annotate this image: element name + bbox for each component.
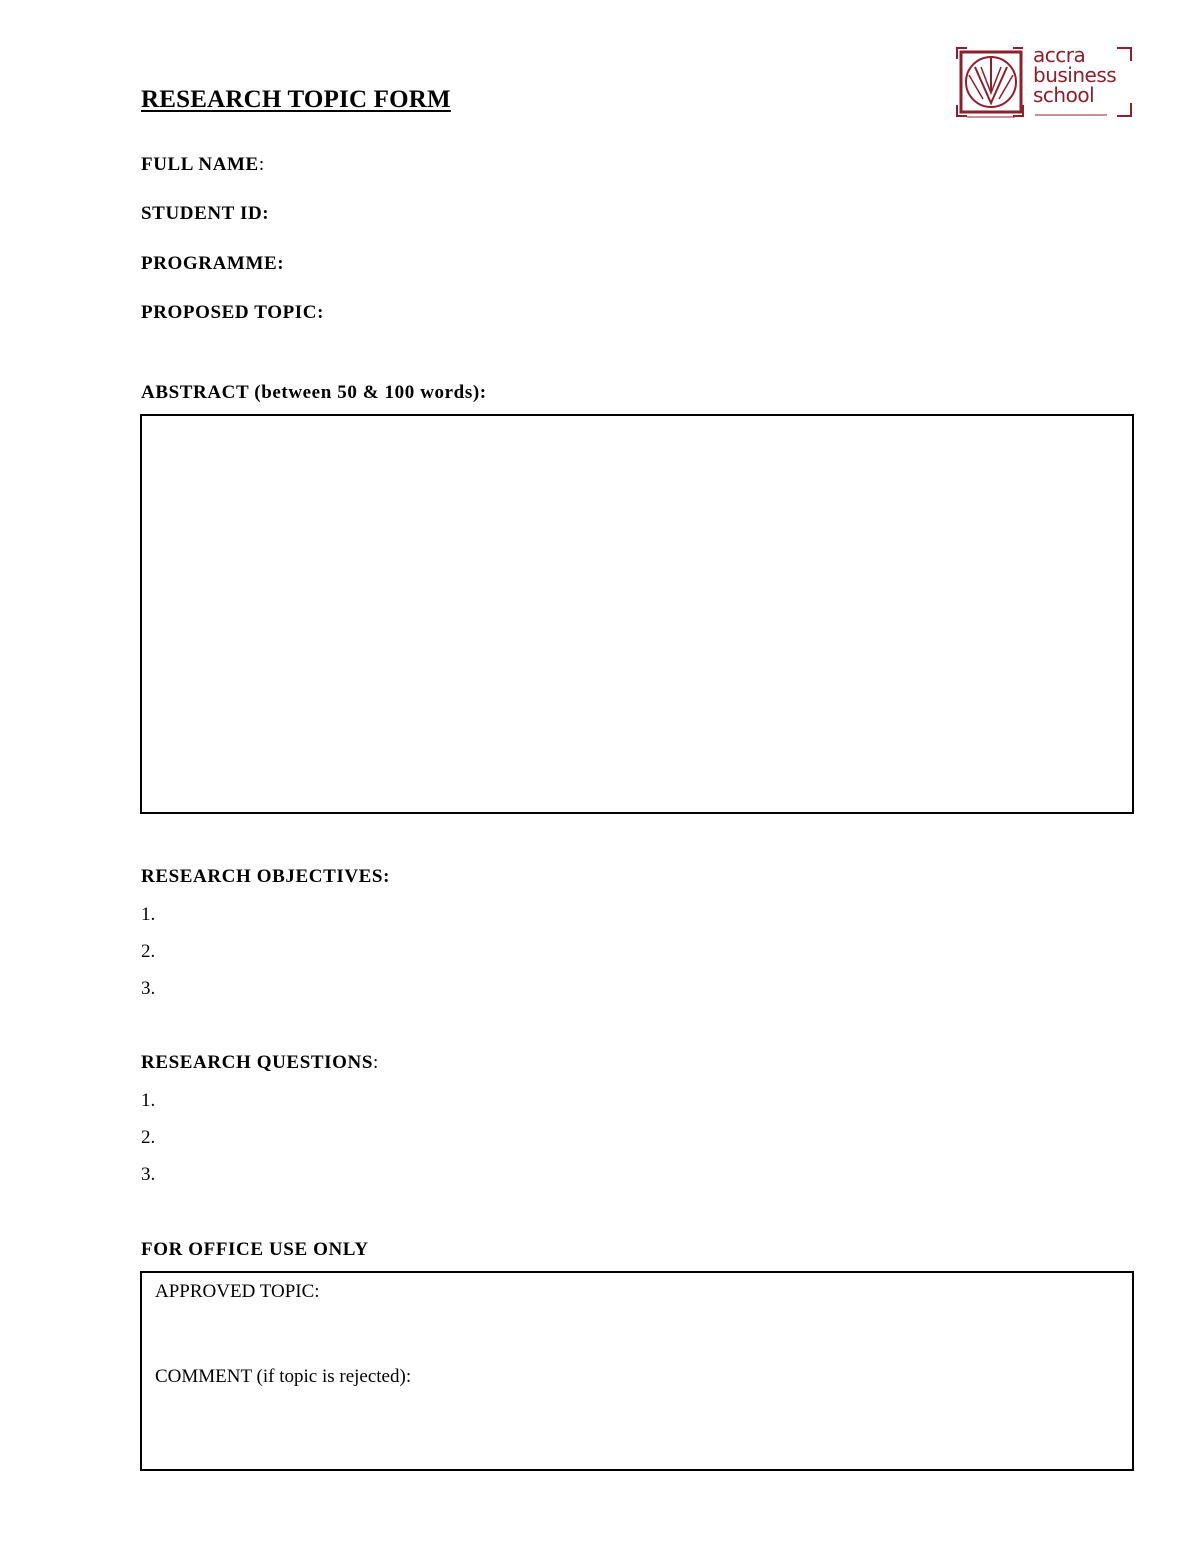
abstract-box[interactable]	[140, 414, 1134, 814]
proposed-topic-label: PROPOSED TOPIC:	[141, 302, 325, 323]
question-item-3: 3.	[141, 1164, 156, 1185]
logo-wordmark	[1033, 45, 1116, 105]
comment-label: COMMENT (if topic is rejected):	[155, 1366, 412, 1387]
programme-label: PROGRAMME:	[141, 253, 285, 274]
question-item-1: 1.	[141, 1090, 156, 1111]
objective-item-3: 3.	[141, 978, 156, 999]
approved-topic-label: APPROVED TOPIC:	[155, 1281, 320, 1302]
question-item-2: 2.	[141, 1127, 156, 1148]
full-name-label: FULL NAME:	[141, 154, 265, 175]
student-id-label: STUDENT ID:	[141, 203, 270, 224]
abstract-label: ABSTRACT (between 50 & 100 words):	[141, 382, 487, 403]
logo-line-2: business	[1033, 63, 1117, 87]
objective-item-2: 2.	[141, 941, 156, 962]
research-questions-heading: RESEARCH QUESTIONS:	[141, 1052, 379, 1073]
objective-item-1: 1.	[141, 904, 156, 925]
page-title: RESEARCH TOPIC FORM	[141, 86, 451, 113]
logo-line-1: accra	[1033, 43, 1086, 67]
school-logo	[955, 45, 1135, 120]
logo-line-3: school	[1033, 83, 1095, 107]
office-use-heading: FOR OFFICE USE ONLY	[141, 1239, 369, 1260]
research-objectives-heading: RESEARCH OBJECTIVES:	[141, 866, 391, 887]
